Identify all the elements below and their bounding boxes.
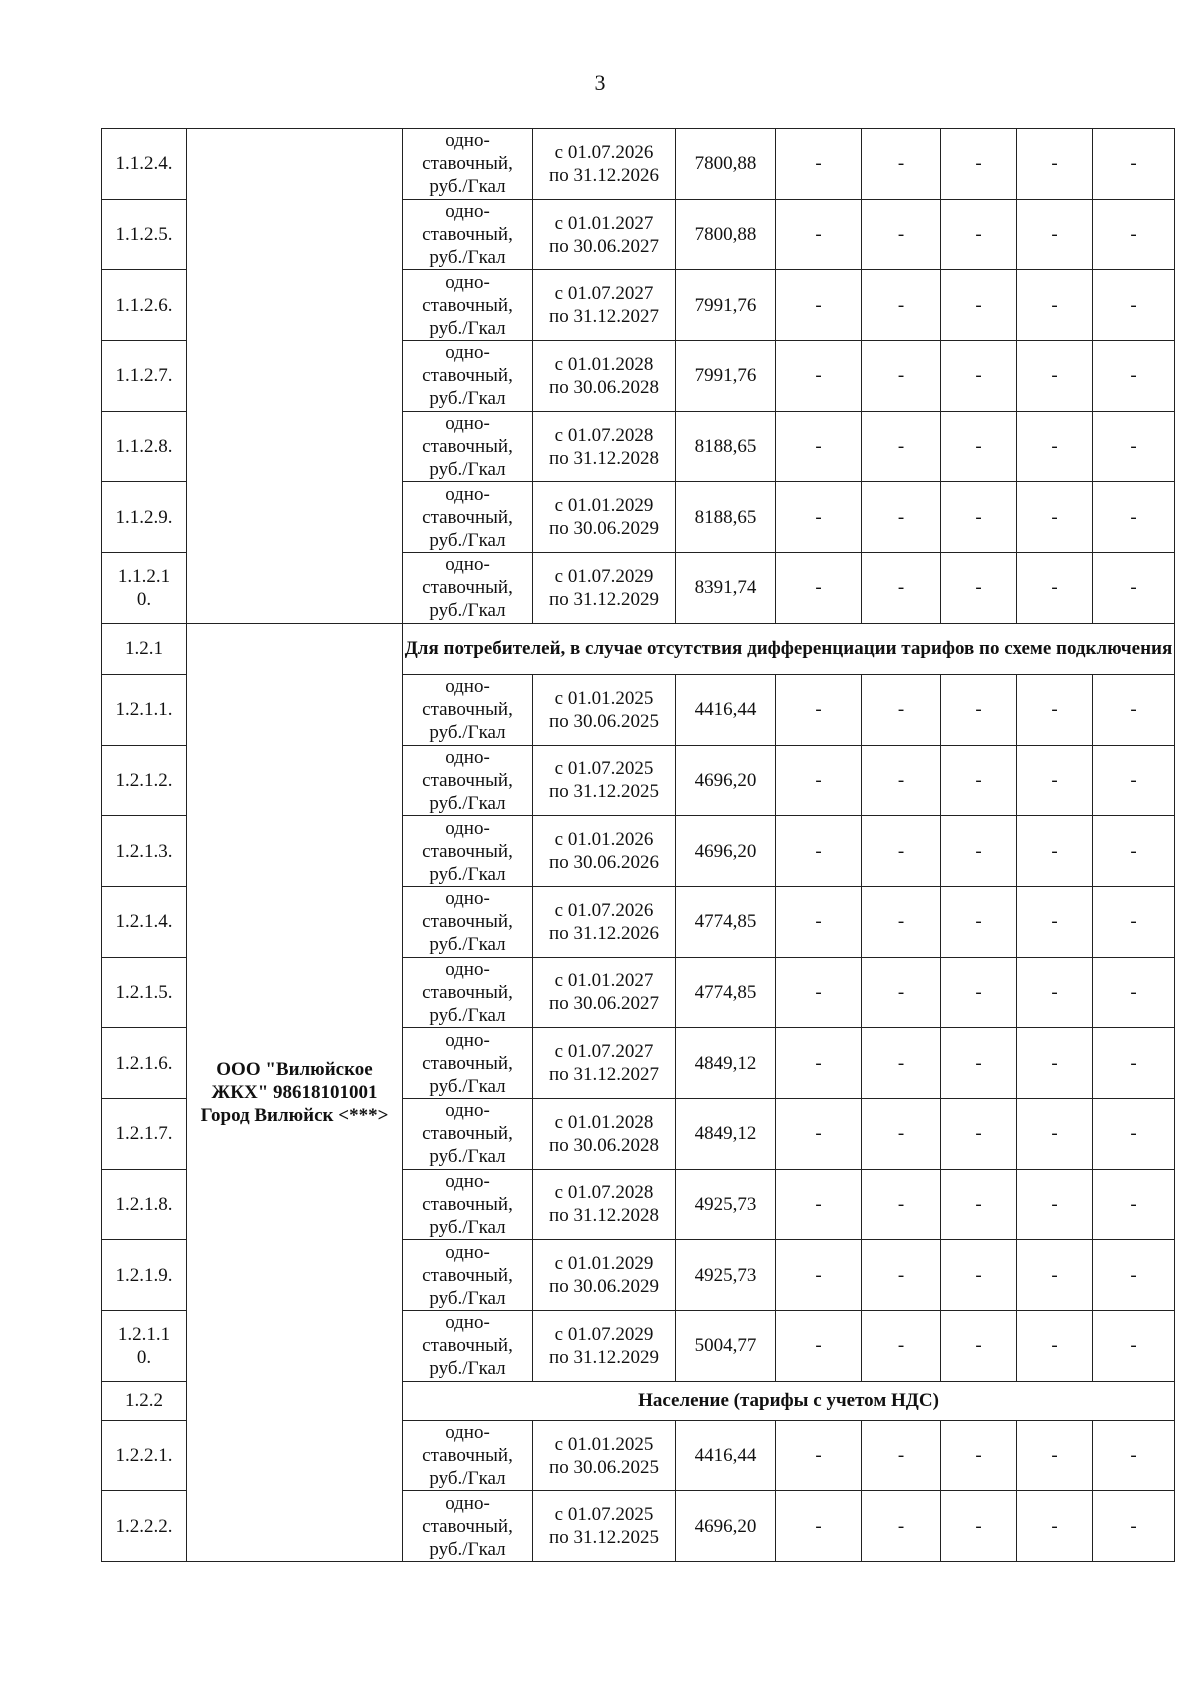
empty-value: - <box>1017 1028 1093 1099</box>
rate-type: одно- ставочный, руб./Гкал <box>403 341 533 412</box>
empty-value: - <box>941 1028 1017 1099</box>
empty-value: - <box>1093 1491 1175 1562</box>
empty-value: - <box>1093 1028 1175 1099</box>
empty-value: - <box>1093 482 1175 553</box>
empty-value: - <box>1093 816 1175 887</box>
rate-type: одно- ставочный, руб./Гкал <box>403 270 533 341</box>
row-number: 1.1.2.7. <box>102 341 187 412</box>
org-cell-blank <box>187 129 403 624</box>
empty-value: - <box>941 674 1017 745</box>
tariff-value: 5004,77 <box>676 1311 776 1382</box>
empty-value: - <box>941 129 1017 200</box>
empty-value: - <box>941 1491 1017 1562</box>
empty-value: - <box>862 1420 941 1491</box>
empty-value: - <box>941 957 1017 1028</box>
empty-value: - <box>776 1491 862 1562</box>
rate-type: одно- ставочный, руб./Гкал <box>403 199 533 270</box>
empty-value: - <box>862 816 941 887</box>
row-number: 1.2.1.3. <box>102 816 187 887</box>
empty-value: - <box>1017 886 1093 957</box>
empty-value: - <box>1017 1098 1093 1169</box>
rate-type: одно- ставочный, руб./Гкал <box>403 1420 533 1491</box>
empty-value: - <box>1017 1311 1093 1382</box>
empty-value: - <box>1093 1169 1175 1240</box>
row-number: 1.2.1.1 0. <box>102 1311 187 1382</box>
rate-type: одно- ставочный, руб./Гкал <box>403 745 533 816</box>
empty-value: - <box>1093 957 1175 1028</box>
tariff-value: 4416,44 <box>676 1420 776 1491</box>
row-number: 1.2.1.2. <box>102 745 187 816</box>
empty-value: - <box>776 482 862 553</box>
row-number: 1.1.2.8. <box>102 411 187 482</box>
empty-value: - <box>941 1098 1017 1169</box>
empty-value: - <box>1093 745 1175 816</box>
empty-value: - <box>776 341 862 412</box>
period: с 01.01.2029 по 30.06.2029 <box>533 1240 676 1311</box>
empty-value: - <box>776 816 862 887</box>
empty-value: - <box>1017 199 1093 270</box>
empty-value: - <box>776 199 862 270</box>
empty-value: - <box>941 1420 1017 1491</box>
rate-type: одно- ставочный, руб./Гкал <box>403 411 533 482</box>
empty-value: - <box>862 1240 941 1311</box>
row-number: 1.1.2.6. <box>102 270 187 341</box>
period: с 01.01.2025 по 30.06.2025 <box>533 674 676 745</box>
empty-value: - <box>1017 411 1093 482</box>
period: с 01.01.2027 по 30.06.2027 <box>533 957 676 1028</box>
empty-value: - <box>862 482 941 553</box>
rate-type: одно- ставочный, руб./Гкал <box>403 1240 533 1311</box>
empty-value: - <box>862 1169 941 1240</box>
empty-value: - <box>1017 553 1093 624</box>
empty-value: - <box>862 1491 941 1562</box>
row-number: 1.2.1.7. <box>102 1098 187 1169</box>
rate-type: одно- ставочный, руб./Гкал <box>403 886 533 957</box>
period: с 01.07.2026 по 31.12.2026 <box>533 129 676 200</box>
empty-value: - <box>1093 886 1175 957</box>
row-number: 1.2.1.1. <box>102 674 187 745</box>
empty-value: - <box>941 482 1017 553</box>
tariff-value: 4696,20 <box>676 816 776 887</box>
empty-value: - <box>1017 674 1093 745</box>
empty-value: - <box>1093 1420 1175 1491</box>
tariff-value: 7800,88 <box>676 199 776 270</box>
empty-value: - <box>941 886 1017 957</box>
empty-value: - <box>776 1311 862 1382</box>
empty-value: - <box>776 270 862 341</box>
empty-value: - <box>1017 129 1093 200</box>
empty-value: - <box>1093 270 1175 341</box>
empty-value: - <box>776 129 862 200</box>
empty-value: - <box>1017 957 1093 1028</box>
row-number: 1.2.1.5. <box>102 957 187 1028</box>
tariff-value: 7800,88 <box>676 129 776 200</box>
section-number: 1.2.2 <box>102 1381 187 1420</box>
period: с 01.07.2025 по 31.12.2025 <box>533 745 676 816</box>
empty-value: - <box>776 886 862 957</box>
rate-type: одно- ставочный, руб./Гкал <box>403 1028 533 1099</box>
tariff-table <box>101 128 1175 1562</box>
row-number: 1.1.2.9. <box>102 482 187 553</box>
empty-value: - <box>941 1240 1017 1311</box>
empty-value: - <box>1017 482 1093 553</box>
period: с 01.07.2029 по 31.12.2029 <box>533 1311 676 1382</box>
empty-value: - <box>1017 745 1093 816</box>
period: с 01.01.2028 по 30.06.2028 <box>533 1098 676 1169</box>
empty-value: - <box>1017 1240 1093 1311</box>
empty-value: - <box>1093 1311 1175 1382</box>
empty-value: - <box>941 341 1017 412</box>
row-number: 1.1.2.4. <box>102 129 187 200</box>
empty-value: - <box>862 553 941 624</box>
period: с 01.01.2025 по 30.06.2025 <box>533 1420 676 1491</box>
tariff-value: 4696,20 <box>676 745 776 816</box>
empty-value: - <box>776 1028 862 1099</box>
page-number: 3 <box>594 70 606 95</box>
period: с 01.01.2027 по 30.06.2027 <box>533 199 676 270</box>
period: с 01.07.2025 по 31.12.2025 <box>533 1491 676 1562</box>
tariff-value: 4416,44 <box>676 674 776 745</box>
tariff-value: 8188,65 <box>676 411 776 482</box>
tariff-value: 4925,73 <box>676 1169 776 1240</box>
rate-type: одно- ставочный, руб./Гкал <box>403 482 533 553</box>
row-number: 1.2.1.6. <box>102 1028 187 1099</box>
rate-type: одно- ставочный, руб./Гкал <box>403 957 533 1028</box>
empty-value: - <box>941 553 1017 624</box>
empty-value: - <box>1017 1169 1093 1240</box>
rate-type: одно- ставочный, руб./Гкал <box>403 1491 533 1562</box>
empty-value: - <box>862 411 941 482</box>
empty-value: - <box>862 341 941 412</box>
rate-type: одно- ставочный, руб./Гкал <box>403 674 533 745</box>
tariff-value: 8188,65 <box>676 482 776 553</box>
section-number: 1.2.1 <box>102 623 187 674</box>
tariff-value: 4925,73 <box>676 1240 776 1311</box>
period: с 01.01.2029 по 30.06.2029 <box>533 482 676 553</box>
tariff-value: 4774,85 <box>676 886 776 957</box>
period: с 01.01.2028 по 30.06.2028 <box>533 341 676 412</box>
empty-value: - <box>941 411 1017 482</box>
empty-value: - <box>862 1028 941 1099</box>
empty-value: - <box>1093 1098 1175 1169</box>
empty-value: - <box>941 1311 1017 1382</box>
period: с 01.07.2028 по 31.12.2028 <box>533 411 676 482</box>
section-header-row <box>102 623 1175 674</box>
empty-value: - <box>862 129 941 200</box>
empty-value: - <box>776 1169 862 1240</box>
empty-value: - <box>862 886 941 957</box>
tariff-value: 4774,85 <box>676 957 776 1028</box>
empty-value: - <box>941 816 1017 887</box>
empty-value: - <box>1093 129 1175 200</box>
row-number: 1.2.1.8. <box>102 1169 187 1240</box>
period: с 01.07.2026 по 31.12.2026 <box>533 886 676 957</box>
organization-name: ООО "Вилюйское ЖКХ" 98618101001 Город Вилюйск <***> <box>187 623 403 1561</box>
empty-value: - <box>1017 341 1093 412</box>
empty-value: - <box>1093 341 1175 412</box>
empty-value: - <box>1017 1420 1093 1491</box>
empty-value: - <box>776 1240 862 1311</box>
empty-value: - <box>776 553 862 624</box>
tariff-value: 7991,76 <box>676 270 776 341</box>
empty-value: - <box>1017 270 1093 341</box>
empty-value: - <box>1093 411 1175 482</box>
empty-value: - <box>776 1098 862 1169</box>
period: с 01.07.2027 по 31.12.2027 <box>533 270 676 341</box>
period: с 01.07.2029 по 31.12.2029 <box>533 553 676 624</box>
tariff-value: 7991,76 <box>676 341 776 412</box>
empty-value: - <box>776 957 862 1028</box>
empty-value: - <box>862 674 941 745</box>
tariff-value: 4849,12 <box>676 1028 776 1099</box>
empty-value: - <box>862 1311 941 1382</box>
section-title: Для потребителей, в случае отсутствия дифференциации тарифов по схеме подключения <box>403 623 1175 674</box>
row-number: 1.2.1.9. <box>102 1240 187 1311</box>
period: с 01.07.2028 по 31.12.2028 <box>533 1169 676 1240</box>
empty-value: - <box>1093 674 1175 745</box>
empty-value: - <box>1093 1240 1175 1311</box>
rate-type: одно- ставочный, руб./Гкал <box>403 1169 533 1240</box>
empty-value: - <box>862 1098 941 1169</box>
empty-value: - <box>862 199 941 270</box>
empty-value: - <box>941 1169 1017 1240</box>
row-number: 1.2.2.2. <box>102 1491 187 1562</box>
row-number: 1.2.2.1. <box>102 1420 187 1491</box>
row-number: 1.1.2.1 0. <box>102 553 187 624</box>
tariff-value: 8391,74 <box>676 553 776 624</box>
empty-value: - <box>862 270 941 341</box>
section-title: Население (тарифы с учетом НДС) <box>403 1381 1175 1420</box>
rate-type: одно- ставочный, руб./Гкал <box>403 553 533 624</box>
rate-type: одно- ставочный, руб./Гкал <box>403 1311 533 1382</box>
rate-type: одно- ставочный, руб./Гкал <box>403 816 533 887</box>
rate-type: одно- ставочный, руб./Гкал <box>403 129 533 200</box>
empty-value: - <box>862 745 941 816</box>
tariff-value: 4696,20 <box>676 1491 776 1562</box>
empty-value: - <box>1017 1491 1093 1562</box>
empty-value: - <box>862 957 941 1028</box>
empty-value: - <box>941 199 1017 270</box>
empty-value: - <box>941 745 1017 816</box>
empty-value: - <box>941 270 1017 341</box>
empty-value: - <box>1093 553 1175 624</box>
tariff-value: 4849,12 <box>676 1098 776 1169</box>
rate-type: одно- ставочный, руб./Гкал <box>403 1098 533 1169</box>
period: с 01.01.2026 по 30.06.2026 <box>533 816 676 887</box>
empty-value: - <box>776 1420 862 1491</box>
empty-value: - <box>776 674 862 745</box>
empty-value: - <box>776 745 862 816</box>
period: с 01.07.2027 по 31.12.2027 <box>533 1028 676 1099</box>
empty-value: - <box>776 411 862 482</box>
row-number: 1.2.1.4. <box>102 886 187 957</box>
table-row <box>102 129 1175 200</box>
row-number: 1.1.2.5. <box>102 199 187 270</box>
empty-value: - <box>1093 199 1175 270</box>
empty-value: - <box>1017 816 1093 887</box>
